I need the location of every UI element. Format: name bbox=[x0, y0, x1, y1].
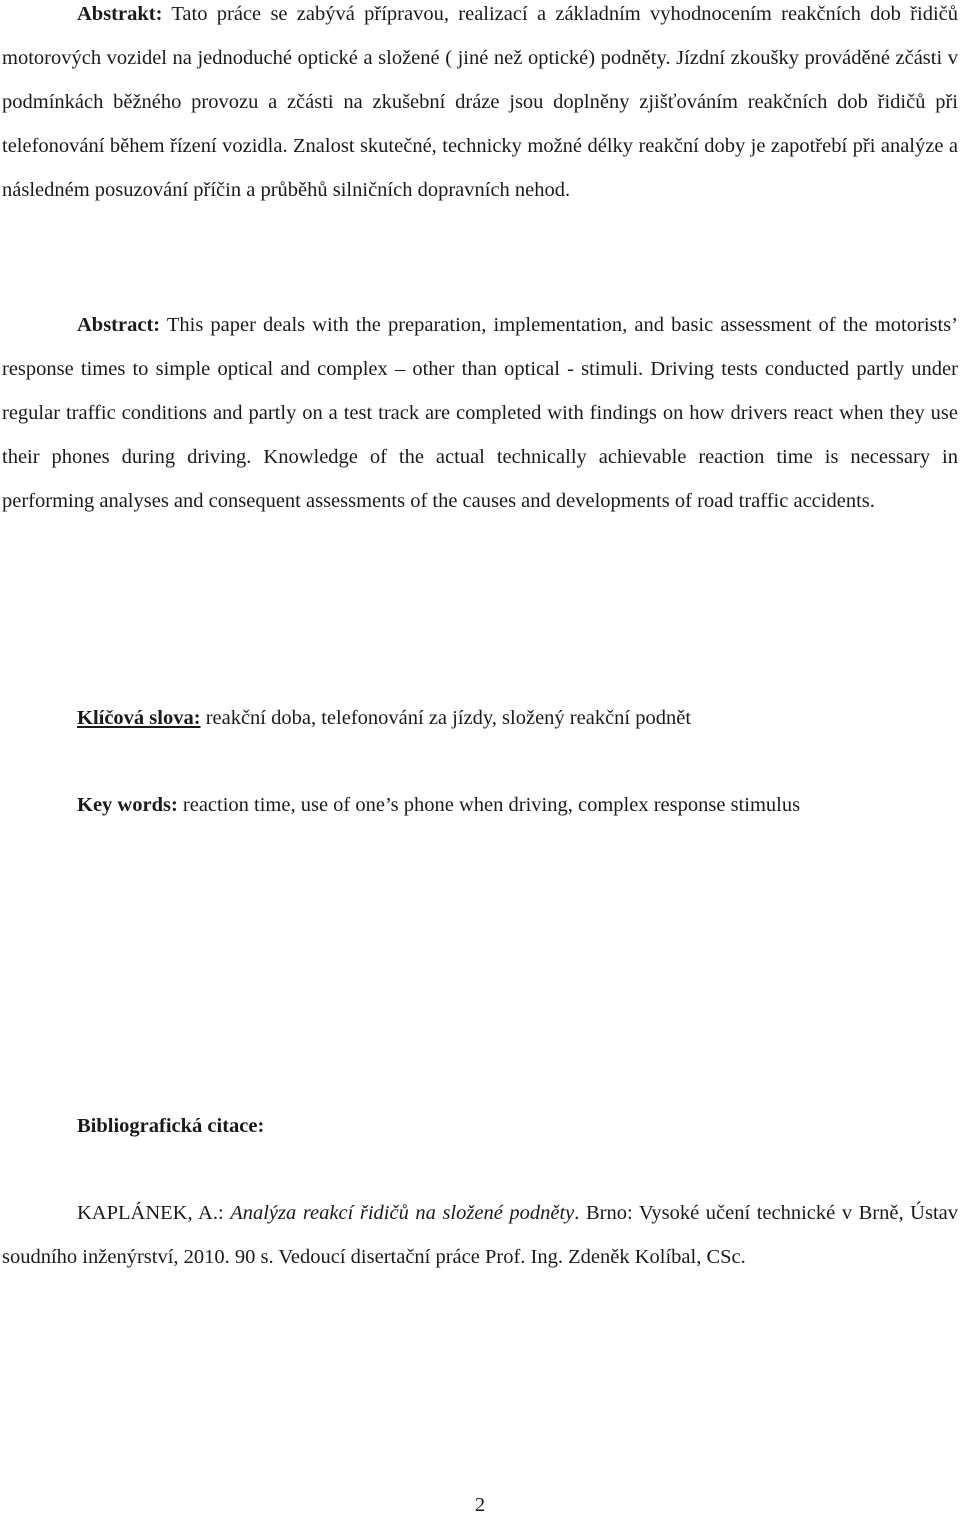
keywords-english-label: Key words: bbox=[77, 794, 178, 816]
abstract-english-text: This paper deals with the preparation, implementation, and basic assessment of the motorists’ response times to simple optical and complex – other than optical - stimuli. Driving tests conducted partly under regular traffic conditions and partly on a test track are completed with findings on how drivers react when they use their phones during driving. Knowledge of the actual technically achievable reaction time is necessary in performing analyses and consequent assessments of the causes and developments of road traffic accidents. bbox=[2, 314, 958, 512]
bibliography-heading bbox=[2, 1104, 958, 1148]
bibliography-heading-text: Bibliografická citace: bbox=[77, 1115, 265, 1137]
page-number: 2 bbox=[474, 1494, 486, 1516]
citation-details: . Brno: Vysoké učení technické v Brně, Ústav soudního inženýrství, 2010. 90 s. Vedoucí disertační práce Prof. Ing. Zdeněk Kolíbal, CSc. bbox=[2, 1202, 959, 1268]
citation-title: Analýza reakcí řidičů na složené podněty bbox=[230, 1202, 575, 1224]
bibliography-citation bbox=[2, 1191, 958, 1279]
keywords-english-text: reaction time, use of one’s phone when driving, complex response stimulus bbox=[177, 794, 801, 816]
keywords-czech-text: reakční doba, telefonování za jízdy, složený reakční podnět bbox=[200, 707, 692, 729]
keywords-czech bbox=[2, 696, 958, 740]
abstract-english bbox=[2, 303, 958, 523]
keywords-czech-label: Klíčová slova: bbox=[77, 707, 201, 729]
citation-author: KAPLÁNEK, A.: bbox=[77, 1202, 231, 1224]
abstract-czech-label: Abstrakt: bbox=[77, 3, 163, 25]
abstract-czech-text: Tato práce se zabývá přípravou, realizací a základním vyhodnocením reakčních dob řidičů motorových vozidel na jednoduché optické a složené ( jiné než optické) podněty. Jízdní zkoušky prováděné zčásti v podmínkách běžného provozu a zčásti na zkušební dráze jsou doplněny zjišťováním reakčních dob řidičů při telefonování během řízení vozidla. Znalost skutečné, technicky možné délky reakční doby je zapotřebí při analýze a následném posuzování příčin a průběhů silničních dopravních nehod. bbox=[2, 3, 958, 201]
abstract-czech bbox=[2, 0, 958, 212]
abstract-english-label: Abstract: bbox=[77, 314, 161, 336]
keywords-english bbox=[2, 783, 958, 827]
